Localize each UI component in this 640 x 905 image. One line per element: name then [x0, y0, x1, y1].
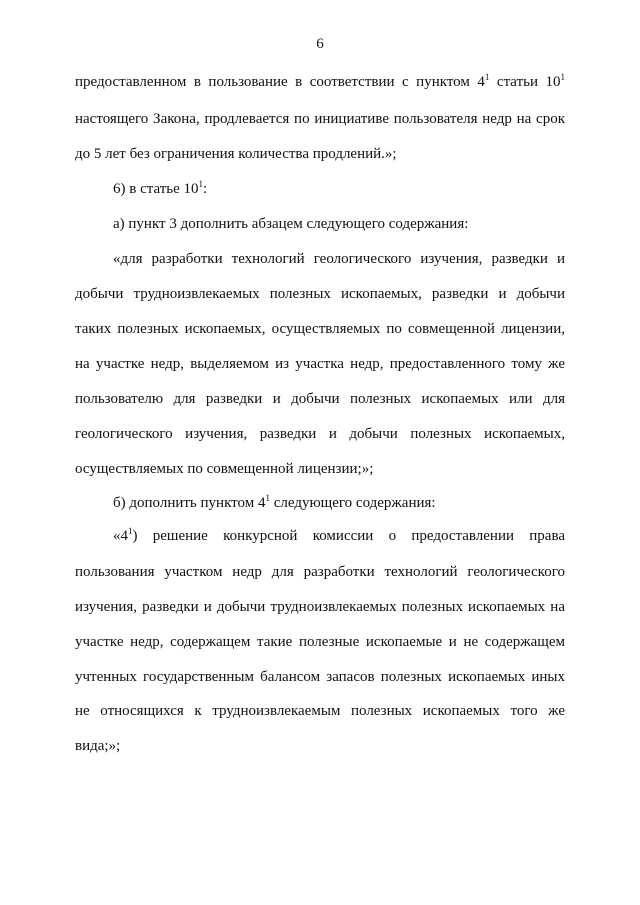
- text-run: пользования участком недр для разработки технологий геологического: [75, 564, 565, 580]
- page-number: 6: [316, 36, 324, 52]
- text-line: [75, 320, 565, 338]
- text-run: :: [203, 181, 208, 197]
- text-line: [75, 390, 565, 408]
- text-line: [75, 355, 565, 373]
- text-line: [75, 145, 565, 163]
- text-run: предоставленном в пользование в соответствии с пунктом 4: [75, 74, 485, 90]
- text-line: [75, 285, 565, 303]
- text-run: изучения, разведки и добычи трудноизвлекаемых полезных ископаемых на: [75, 599, 565, 615]
- text-line: [75, 702, 565, 720]
- text-run: добычи трудноизвлекаемых полезных ископаемых, разведки и добычи: [75, 286, 565, 302]
- superscript: 1: [128, 526, 133, 536]
- superscript: 1: [560, 72, 566, 82]
- superscript: 1: [265, 493, 270, 503]
- text-line: [75, 668, 565, 686]
- text-run: ) решение конкурсной комиссии о предоставлении права: [132, 528, 565, 544]
- text-run: до 5 лет без ограничения количества продлений.»;: [75, 146, 397, 162]
- text-run: настоящего Закона, продлевается по инициативе пользователя недр на срок: [75, 111, 565, 127]
- superscript: 1: [198, 179, 204, 189]
- text-line: [75, 425, 565, 443]
- text-run: б) дополнить пунктом 4: [113, 495, 266, 511]
- text-run: а) пункт 3 дополнить абзацем следующего содержания:: [113, 216, 469, 232]
- text-run: участке недр, содержащем такие полезные ископаемые и не содержащем: [75, 634, 565, 650]
- text-line: [75, 563, 565, 581]
- text-run: статьи 10: [489, 74, 561, 90]
- text-run: не относящихся к трудноизвлекаемым полезных ископаемых того же: [75, 703, 565, 719]
- text-run: пользователю для разведки и добычи полезных ископаемых или для: [75, 391, 565, 407]
- text-run: вида;»;: [75, 738, 121, 754]
- text-line: [75, 110, 565, 128]
- text-run: на участке недр, выделяемом из участка недр, предоставленного тому же: [75, 356, 565, 372]
- text-line: [113, 250, 565, 268]
- text-run: 6) в статье 10: [113, 181, 199, 197]
- text-line: [113, 494, 565, 512]
- text-line: [75, 633, 565, 651]
- text-line: [113, 215, 565, 233]
- text-run: «для разработки технологий геологического изучения, разведки и: [113, 251, 565, 267]
- text-line: [113, 180, 565, 198]
- text-run: осуществляемых по совмещенной лицензии;»;: [75, 461, 374, 477]
- text-line: [75, 737, 565, 755]
- text-run: таких полезных ископаемых, осуществляемых по совмещенной лицензии,: [75, 321, 565, 337]
- text-run: учтенных государственным балансом запасов полезных ископаемых иных: [75, 669, 565, 685]
- text-line: [75, 598, 565, 616]
- text-line: [75, 73, 565, 91]
- superscript: 1: [484, 72, 490, 82]
- text-line: [113, 527, 565, 545]
- text-run: следующего содержания:: [269, 495, 436, 511]
- text-line: [75, 460, 565, 478]
- text-run: «4: [113, 528, 128, 544]
- text-run: геологического изучения, разведки и добычи полезных ископаемых,: [75, 426, 565, 442]
